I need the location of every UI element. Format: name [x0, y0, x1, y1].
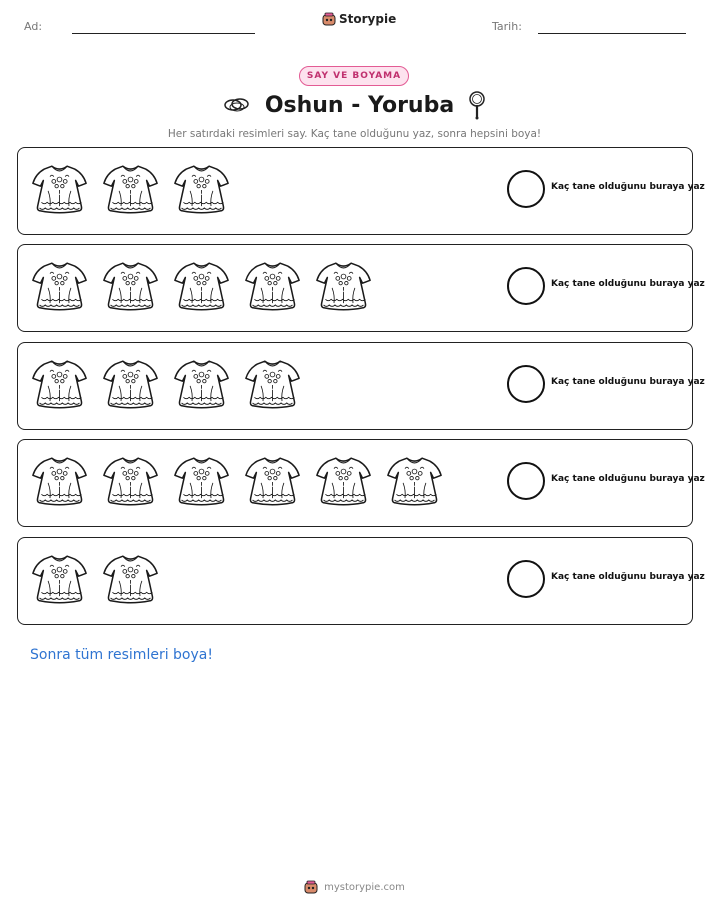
brand-logo — [322, 12, 396, 26]
row-items — [31, 550, 159, 608]
page-header — [0, 0, 709, 50]
dress-icon — [315, 452, 372, 510]
dress-icon — [173, 160, 230, 218]
dress-icon — [102, 160, 159, 218]
hand-mirror-icon — [468, 90, 486, 120]
answer-circle[interactable] — [507, 365, 545, 403]
count-row-1 — [17, 147, 705, 235]
dress-icon — [173, 355, 230, 413]
dress-icon — [31, 550, 88, 608]
page-title: Oshun - Yoruba — [264, 92, 455, 118]
footer-site: mystorypie.com — [324, 881, 405, 893]
answer-prompt: Kaç tane olduğunu buraya yaz — [551, 474, 705, 484]
dress-icon — [386, 452, 443, 510]
dress-icon — [102, 257, 159, 315]
name-field[interactable] — [72, 33, 255, 34]
dress-icon — [31, 355, 88, 413]
dress-icon — [102, 355, 159, 413]
coloring-note: Sonra tüm resimleri boya! — [30, 647, 213, 663]
dress-icon — [173, 257, 230, 315]
dress-icon — [244, 257, 301, 315]
dress-icon — [102, 452, 159, 510]
dress-icon — [315, 257, 372, 315]
row-items — [31, 355, 301, 413]
instructions: Her satırdaki resimleri say. Kaç tane olduğunu yaz, sonra hepsini boya! — [167, 128, 542, 140]
brand-name: Storypie — [339, 12, 397, 26]
dress-icon — [31, 452, 88, 510]
dress-icon — [173, 452, 230, 510]
answer-prompt: Kaç tane olduğunu buraya yaz — [551, 377, 705, 387]
storypie-mascot-icon — [304, 880, 318, 894]
answer-circle[interactable] — [507, 170, 545, 208]
bracelets-icon — [223, 94, 251, 116]
date-field[interactable] — [538, 33, 686, 34]
count-row-4 — [17, 439, 705, 527]
answer-circle[interactable] — [507, 462, 545, 500]
storypie-mascot-icon — [322, 12, 336, 26]
page-footer — [0, 880, 709, 894]
answer-prompt: Kaç tane olduğunu buraya yaz — [551, 279, 705, 289]
date-label: Tarih: — [492, 20, 522, 33]
dress-icon — [244, 355, 301, 413]
answer-prompt: Kaç tane olduğunu buraya yaz — [551, 572, 705, 582]
name-label: Ad: — [24, 20, 43, 33]
row-items — [31, 257, 372, 315]
activity-badge: SAY VE BOYAMA — [299, 66, 409, 86]
count-row-5 — [17, 537, 705, 625]
answer-prompt: Kaç tane olduğunu buraya yaz — [551, 182, 705, 192]
dress-icon — [31, 257, 88, 315]
row-items — [31, 160, 230, 218]
dress-icon — [244, 452, 301, 510]
dress-icon — [31, 160, 88, 218]
answer-circle[interactable] — [507, 267, 545, 305]
answer-circle[interactable] — [507, 560, 545, 598]
title-row — [0, 90, 709, 120]
dress-icon — [102, 550, 159, 608]
row-items — [31, 452, 443, 510]
count-row-3 — [17, 342, 705, 430]
count-row-2 — [17, 244, 705, 332]
